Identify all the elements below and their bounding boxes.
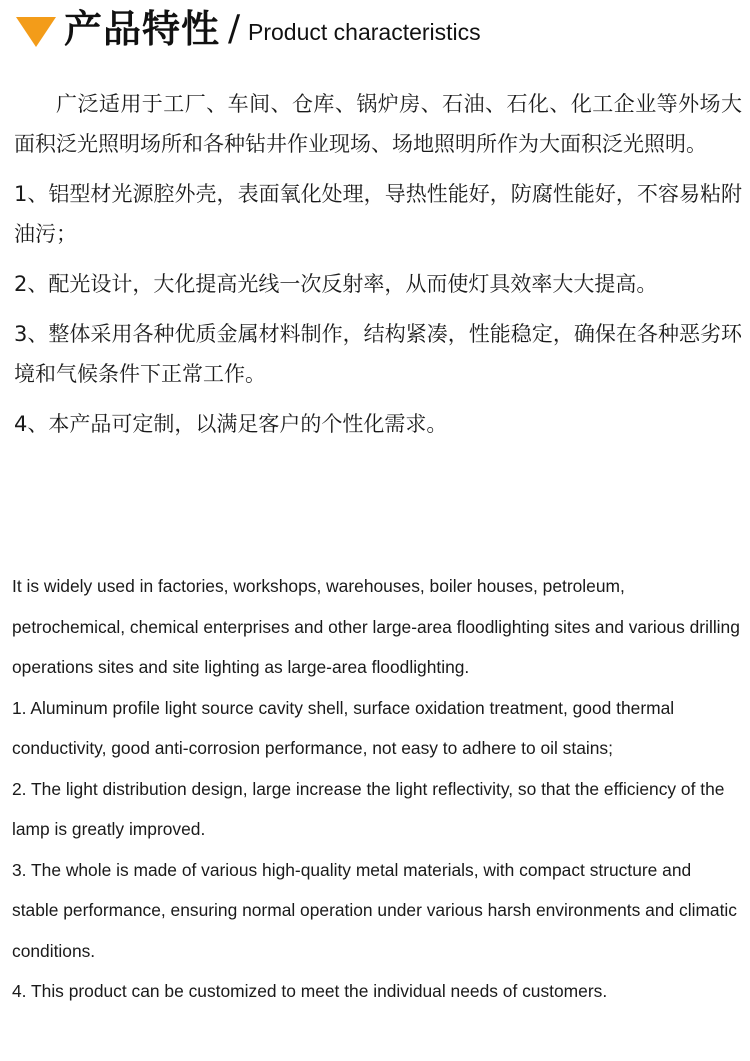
title-chinese: 产品特性 [64,7,221,51]
title-separator: / [228,8,241,49]
triangle-marker-icon [16,17,56,47]
chinese-feature-2: 2、配光设计，大化提高光线一次反射率，从而使灯具效率大大提高。 [14,272,658,296]
chinese-intro-paragraph: 广泛适用于工厂、车间、仓库、锅炉房、石油、石化、化工企业等外场大面积泛光照明场所和各种钻井作业现场、场地照明所作为大面积泛光照明。 [14,92,742,156]
chinese-feature-1: 1、铝型材光源腔外壳，表面氧化处理，导热性能好，防腐性能好，不容易粘附油污； [14,182,742,246]
chinese-description [14,84,742,454]
english-intro-paragraph: It is widely used in factories, workshops, warehouses, boiler houses, petroleum, petrochemical, chemical enterprises and other large-area floodlighting sites and various drilling operations sites and site lighting as large-area floodlighting. [12,576,740,677]
section-header [0,0,750,62]
chinese-feature-3: 3、整体采用各种优质金属材料制作，结构紧凑，性能稳定，确保在各种恶劣环境和气候条件下正常工作。 [14,322,742,386]
chinese-feature-4: 4、本产品可定制，以满足客户的个性化需求。 [14,412,448,436]
title-english: Product characteristics [248,19,481,45]
english-feature-4: 4. This product can be customized to meet the individual needs of customers. [12,981,608,1001]
english-feature-2: 2. The light distribution design, large increase the light reflectivity, so that the efficiency of the lamp is greatly improved. [12,778,725,839]
english-feature-1: 1. Aluminum profile light source cavity shell, surface oxidation treatment, good thermal conductivity, good anti-corrosion performance, not easy to adhere to oil stains; [12,697,675,758]
english-description [12,566,742,1012]
english-feature-3: 3. The whole is made of various high-quality metal materials, with compact structure and stable performance, ensuring normal operation under various harsh environments and climatic conditions. [12,859,737,961]
